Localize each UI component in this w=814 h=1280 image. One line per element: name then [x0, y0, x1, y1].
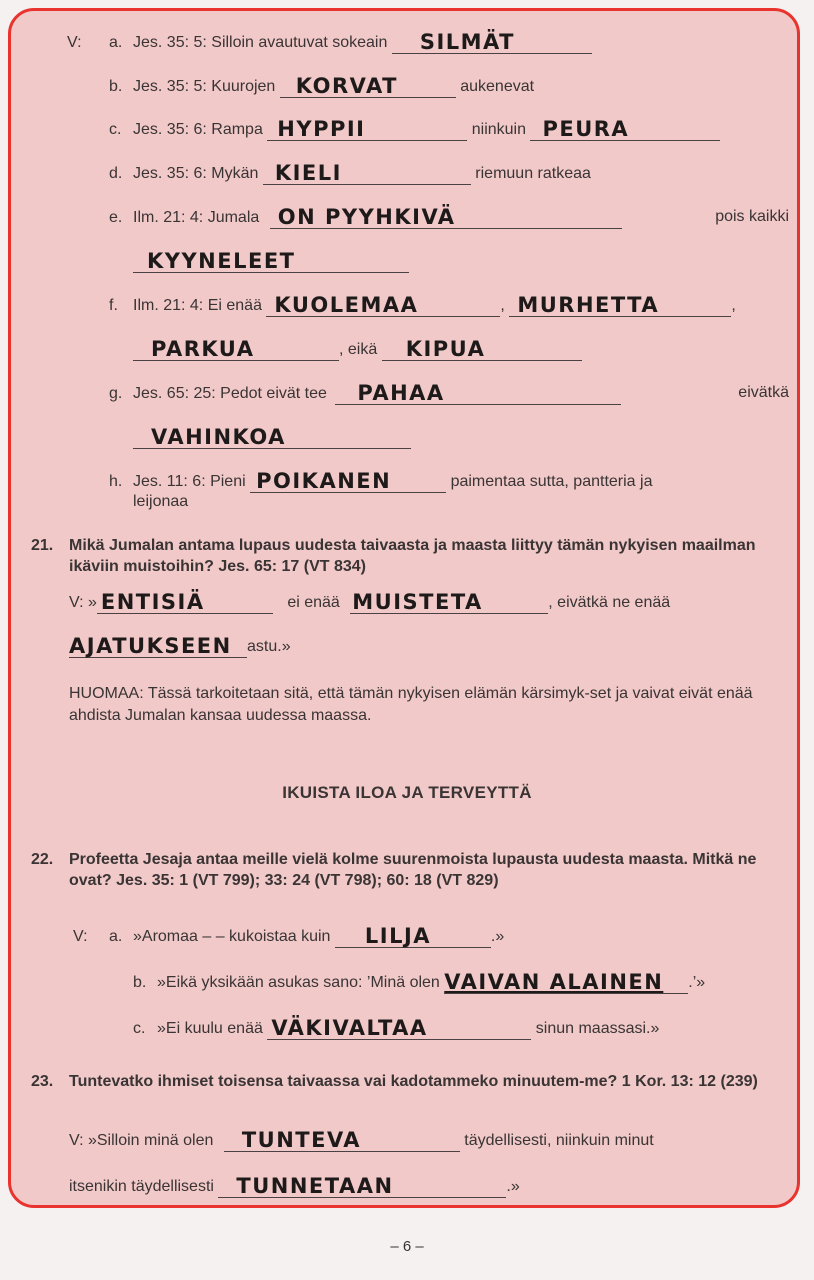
answer-text: SILMÄT — [419, 30, 515, 54]
answer-text: KIPUA — [405, 337, 486, 361]
answer-text: HYPPII — [277, 117, 366, 141]
item-text: , eivätkä ne enää — [548, 594, 671, 611]
item-letter: e. — [109, 209, 123, 226]
question-23 — [31, 1071, 789, 1092]
answer-label: V: — [67, 34, 82, 51]
item-letter: a. — [109, 928, 123, 945]
item-g — [109, 382, 789, 405]
answer-blank[interactable] — [335, 382, 621, 405]
item-text: Jes. 11: 6: Pieni — [133, 473, 246, 490]
item-f — [109, 294, 736, 317]
answer-text: MURHETTA — [517, 293, 660, 317]
item-e-continued — [133, 250, 409, 273]
q22-item-b — [133, 971, 705, 994]
answer-label: V: » — [69, 594, 97, 611]
item-text: aukenevat — [460, 78, 535, 95]
item-letter: d. — [109, 165, 123, 182]
item-letter: h. — [109, 473, 123, 490]
answer-text: PAHAA — [357, 381, 445, 405]
item-text: , — [731, 297, 736, 314]
item-h — [109, 470, 789, 493]
answer-text: POIKANEN — [256, 469, 392, 493]
item-text: .» — [506, 1178, 520, 1195]
answer-text: KYYNELEET — [147, 249, 296, 273]
note-text: HUOMAA: Tässä tarkoitetaan sitä, että tämän nykyisen elämän kärsimyk-set ja vaivat eivät enää ahdista Jumalan kansaa uudessa maassa. — [69, 685, 753, 724]
answer-blank[interactable] — [509, 294, 731, 317]
answer-text: KIELI — [274, 161, 342, 185]
answer-text: KORVAT — [295, 74, 398, 98]
item-text: paimentaa sutta, pantteria ja — [450, 473, 653, 490]
item-letter: b. — [133, 974, 147, 991]
answer-blank[interactable] — [280, 75, 456, 98]
item-text: Jes. 35: 5: Silloin avautuvat sokeain — [133, 34, 388, 51]
item-a — [67, 31, 592, 54]
answer-text: VÄKIVALTAA — [271, 1016, 428, 1040]
item-letter: b. — [109, 78, 123, 95]
section-heading: IKUISTA ILOA JA TERVEYTTÄ — [282, 783, 532, 802]
item-c — [109, 118, 720, 141]
answer-label: V: — [73, 928, 88, 945]
question-22 — [31, 849, 789, 891]
answer-blank[interactable] — [530, 118, 720, 141]
question-number: 22. — [31, 851, 54, 868]
item-text: Jes. 65: 25: Pedot eivät tee — [133, 385, 327, 402]
answer-text: AJATUKSEEN — [69, 634, 232, 658]
item-text: niinkuin — [471, 121, 527, 138]
item-text: ei enää — [287, 594, 340, 611]
question-text: Profeetta Jesaja antaa meille vielä kolme suurenmoista lupausta uudesta maasta. Mitkä ne ovat? Jes. 35: 1 (VT 799); 33: 24 (VT 798); 60: 18 (VT 829) — [69, 851, 757, 889]
answer-text: TUNNETAAN — [236, 1174, 394, 1198]
answer-blank[interactable] — [224, 1129, 460, 1152]
item-text: leijonaa — [133, 493, 189, 510]
answer-text: VAIVAN ALAINEN — [444, 970, 664, 994]
item-text: täydellisesti, niinkuin minut — [464, 1132, 654, 1149]
item-text: pois kaikki — [715, 208, 789, 225]
answer-blank[interactable] — [266, 294, 500, 317]
answer-text: MUISTETA — [352, 590, 483, 614]
answer-blank[interactable] — [263, 162, 471, 185]
q22-item-a — [73, 925, 504, 948]
item-letter: a. — [109, 34, 123, 51]
page-number: – 6 – — [390, 1238, 424, 1255]
item-letter: c. — [109, 121, 122, 138]
item-letter: g. — [109, 385, 123, 402]
item-text: itsenikin täydellisesti — [69, 1178, 214, 1195]
q23-answer-line-2 — [69, 1175, 520, 1198]
question-number: 23. — [31, 1073, 54, 1090]
item-g-continued — [133, 426, 411, 449]
answer-blank[interactable] — [392, 31, 592, 54]
item-h-continued — [133, 491, 188, 513]
item-b — [109, 75, 534, 98]
answer-blank[interactable] — [133, 338, 339, 361]
question-text: Tuntevatko ihmiset toisensa taivaassa vai kadotammeko minuutem-me? 1 Kor. 13: 12 (239) — [69, 1073, 758, 1090]
item-e — [109, 206, 789, 229]
answer-blank[interactable] — [133, 426, 411, 449]
answer-text: ON PYYHKIVÄ — [277, 205, 456, 229]
item-letter: c. — [133, 1020, 146, 1037]
item-text: eivätkä — [738, 384, 789, 401]
answer-blank[interactable] — [335, 925, 491, 948]
q23-answer-line-1 — [69, 1129, 654, 1152]
answer-text: PARKUA — [151, 337, 255, 361]
item-text: Ilm. 21: 4: Jumala — [133, 209, 260, 226]
answer-blank[interactable] — [97, 591, 273, 614]
question-text: Mikä Jumalan antama lupaus uudesta taivaasta ja maasta liittyy tämän nykyisen maailman ikäviin muistoihin? Jes. 65: 17 (VT 834) — [69, 537, 756, 575]
question-21 — [31, 535, 789, 577]
item-text: , — [500, 297, 505, 314]
answer-blank[interactable] — [218, 1175, 506, 1198]
item-text: .» — [490, 928, 505, 945]
item-text: astu.» — [247, 638, 291, 655]
q22-item-c — [133, 1017, 659, 1040]
answer-blank[interactable] — [270, 206, 622, 229]
item-text: .’» — [688, 974, 706, 991]
q21-answer-line-1 — [69, 591, 789, 614]
answer-blank[interactable] — [382, 338, 582, 361]
item-text: V: »Silloin minä olen — [69, 1132, 214, 1149]
answer-blank[interactable] — [267, 118, 467, 141]
q21-answer-line-2 — [69, 635, 291, 658]
answer-blank[interactable] — [133, 250, 409, 273]
item-text: Jes. 35: 6: Mykän — [133, 165, 259, 182]
item-text: »Aromaa – – kukoistaa kuin — [133, 928, 331, 945]
answer-text: PEURA — [542, 117, 630, 141]
answer-text: KUOLEMAA — [274, 293, 419, 317]
item-text: riemuun ratkeaa — [475, 165, 591, 182]
item-f-continued — [133, 338, 582, 361]
answer-text: VAHINKOA — [151, 425, 286, 449]
item-text: Jes. 35: 5: Kuurojen — [133, 78, 276, 95]
item-text: »Eikä yksikään asukas sano: ’Minä olen — [157, 974, 440, 991]
item-text: Ilm. 21: 4: Ei enää — [133, 297, 262, 314]
answer-blank[interactable] — [267, 1017, 531, 1040]
answer-blank[interactable] — [444, 971, 688, 994]
answer-text: ENTISIÄ — [100, 590, 205, 614]
worksheet-panel — [8, 8, 800, 1208]
item-text: , eikä — [339, 341, 378, 358]
item-text: »Ei kuulu enää — [157, 1020, 263, 1037]
answer-text: TUNTEVA — [241, 1128, 362, 1152]
answer-blank[interactable] — [350, 591, 548, 614]
item-d — [109, 162, 591, 185]
item-letter: f. — [109, 297, 118, 314]
answer-text: LILJA — [364, 924, 432, 948]
question-number: 21. — [31, 537, 54, 554]
item-text: Jes. 35: 6: Rampa — [133, 121, 263, 138]
answer-blank[interactable] — [69, 635, 247, 658]
item-text: sinun maassasi.» — [535, 1020, 660, 1037]
answer-blank[interactable] — [250, 470, 446, 493]
